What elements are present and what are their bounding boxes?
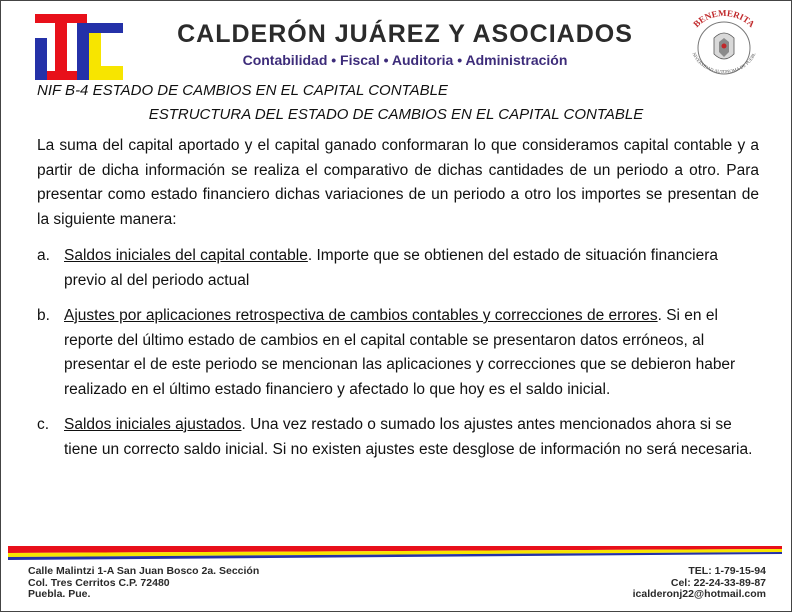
company-logo: [35, 14, 123, 80]
footer-address: [28, 566, 259, 601]
item-letter: b.: [37, 307, 50, 324]
company-tagline: Contabilidad • Fiscal • Auditoria • Administración: [242, 52, 568, 68]
phone-text: TEL: 1-79-15-94: [688, 565, 766, 577]
university-seal: [676, 8, 772, 82]
address-line: Col. Tres Cerritos C.P. 72480: [28, 576, 170, 589]
item-text: . Importe que se obtienen del estado de situación financiera previo al del periodo actual: [64, 247, 719, 289]
item-heading: Saldos iniciales del capital contable: [64, 247, 308, 264]
footer-contact: [633, 566, 766, 601]
list-item: [37, 304, 759, 402]
address-line: Calle Malintzi 1-A San Juan Bosco 2a. Sección: [28, 565, 260, 577]
item-heading: Ajustes por aplicaciones retrospectiva de cambios contables y correcciones de errores: [64, 307, 658, 324]
item-list: [37, 244, 759, 473]
footer-color-bar: [8, 546, 782, 560]
svg-text:BENEMERITA: [691, 8, 757, 30]
item-heading: Saldos iniciales ajustados: [64, 416, 242, 433]
document-title: NIF B-4 ESTADO DE CAMBIOS EN EL CAPITAL CONTABLE: [37, 82, 448, 99]
address-line: Puebla. Pue.: [28, 588, 91, 600]
company-header: [150, 20, 660, 68]
document-subtitle: ESTRUCTURA DEL ESTADO DE CAMBIOS EN EL CAPITAL CONTABLE: [148, 106, 644, 123]
item-text: . Si en el reporte del último estado de cambios en el capital contable se presentaron datos erróneos, al presentar el de este periodo se mencionan las aplicaciones y correcciones que se debieron haber realizado en el último estado financiero y afectado lo que hoy es el saldo inicial.: [64, 307, 736, 398]
list-item: [37, 413, 759, 462]
seal-bottom-text: NIVERSIDAD AUTONOMA DE PUEBL: [691, 51, 757, 75]
email-text: icalderonj22@hotmail.com: [632, 588, 766, 600]
intro-paragraph: La suma del capital aportado y el capital ganado conformaran lo que consideramos capital contable y a partir de dicha información se realiza el comparativo de dichas cantidades de un periodo a otro. Para presentar como estado financiero dichas variaciones de un periodo a otro los importes se presentan de la siguiente manera:: [37, 137, 759, 228]
item-text: . Una vez restado o sumado los ajustes antes mencionados ahora si se tiene un correcto saldo inicial. Si no existen ajustes este desglose de información no será necesaria.: [64, 416, 753, 458]
list-item: [37, 244, 759, 293]
company-name: CALDERÓN JUÁREZ Y ASOCIADOS: [177, 20, 633, 48]
seal-top-text: BENEMERITA: [691, 8, 757, 30]
item-letter: a.: [37, 247, 50, 264]
item-letter: c.: [37, 416, 50, 433]
cell-text: Cel: 22-24-33-89-87: [670, 576, 766, 589]
